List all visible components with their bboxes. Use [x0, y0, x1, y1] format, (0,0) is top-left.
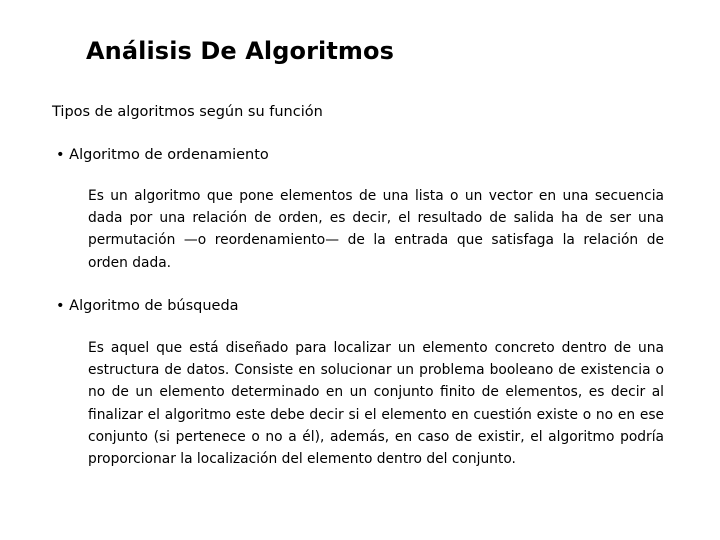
slide-title: Análisis De Algoritmos: [86, 37, 395, 65]
description-busqueda: Es aquel que está diseñado para localizar un elemento concreto dentro de una estructura de datos. Consiste en solucionar un problema booleano de existencia o no de un elemento determinado en un conjunto finito de elementos, es decir al finalizar el algoritmo este debe decir si el elemento en cuestión existe o no en ese conjunto (si pertenece o no a él), además, en caso de existir, el algoritmo podría proporcionar la localización del elemento dentro del conjunto.: [88, 340, 664, 468]
bullet-busqueda: • Algoritmo de búsqueda: [56, 298, 239, 314]
slide-subtitle: Tipos de algoritmos según su función: [52, 104, 323, 120]
description-ordenamiento: Es un algoritmo que pone elementos de una lista o un vector en una secuencia dada por una relación de orden, es decir, el resultado de salida ha de ser una permutación —o reordenamiento— de la entrada que satisfaga la relación de orden dada.: [88, 188, 664, 271]
bullet-ordenamiento: • Algoritmo de ordenamiento: [56, 147, 269, 163]
